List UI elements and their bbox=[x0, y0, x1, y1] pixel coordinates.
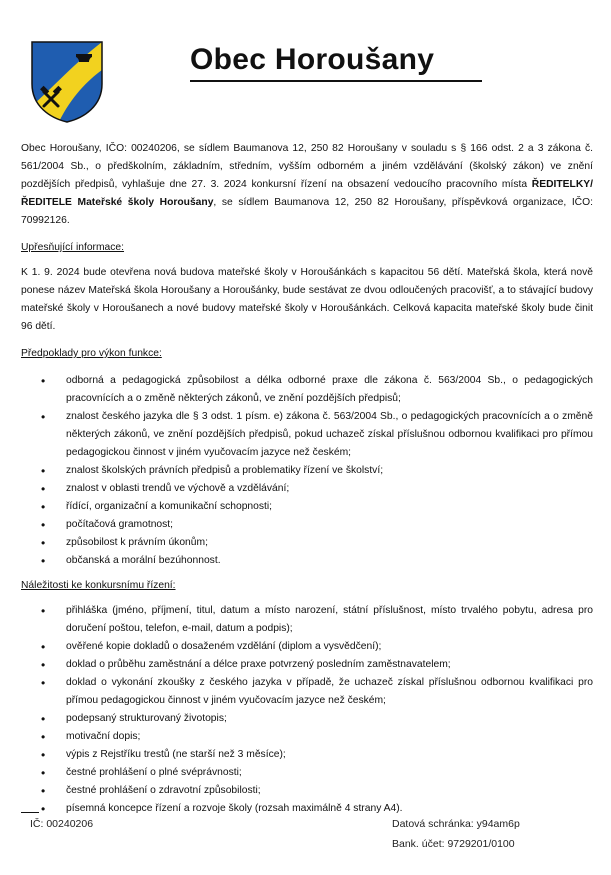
list-item: • písemná koncepce řízení a rozvoje školy (rozsah maximálně 4 strany A4). bbox=[21, 800, 593, 818]
footer-bank-account: Bank. účet: 9729201/0100 bbox=[392, 838, 515, 850]
title-underline bbox=[190, 80, 482, 82]
list-item: • čestné prohlášení o plné svéprávnosti; bbox=[21, 764, 593, 782]
list-item: • řídící, organizační a komunikační schopnosti; bbox=[21, 498, 593, 516]
list-item: • počítačová gramotnost; bbox=[21, 516, 593, 534]
docs-heading: Náležitosti ke konkursnímu řízení: bbox=[21, 580, 176, 591]
list-item: • čestné prohlášení o zdravotní způsobilosti; bbox=[21, 782, 593, 800]
list-item: • doklad o vykonání zkoušky z českého jazyka v případě, že uchazeč získal příslušnou odbornou kvalifikaci pro přímou pedagogickou činnost v jiném vyučovacím jazyce než českém; bbox=[21, 674, 593, 710]
footer-ico: IČ: 00240206 bbox=[30, 818, 94, 830]
intro-paragraph bbox=[21, 140, 593, 230]
coat-of-arms-logo bbox=[30, 40, 104, 124]
info-paragraph: K 1. 9. 2024 bude otevřena nová budova mateřské školy v Horoušánkách s kapacitou 56 dětí. Mateřská škola, která nově ponese název Mateřská škola Horoušany a Horoušánky, bude sestávat ze dvou odloučených pracovišť, a to stávající budovy mateřské školy v Horoušanech a nové budovy mateřské školy v Horoušánkách. Celková kapacita mateřské školy bude činit 96 dětí. bbox=[21, 267, 593, 332]
list-item: • výpis z Rejstříku trestů (ne starší než 3 měsíce); bbox=[21, 746, 593, 764]
footer-databox: Datová schránka: y94am6p bbox=[392, 818, 520, 830]
intro-position-name: ŘEDITELKY/ŘEDITELE Mateřské školy Horoušany bbox=[21, 179, 593, 208]
list-item: • odborná a pedagogická způsobilost a délka odborné praxe dle zákona č. 563/2004 Sb., o pedagogických pracovnících a o změně některých zákonů, ve znění pozdějších předpisů; bbox=[21, 372, 593, 408]
list-item: • ověřené kopie dokladů o dosaženém vzdělání (diplom a vysvědčení); bbox=[21, 638, 593, 656]
footer-rule bbox=[21, 812, 39, 813]
list-item: • přihláška (jméno, příjmení, titul, datum a místo narození, státní příslušnost, místo trvalého pobytu, adresa pro doručení poštou, telefon, e-mail, datum a podpis); bbox=[21, 602, 593, 638]
list-item: • podepsaný strukturovaný životopis; bbox=[21, 710, 593, 728]
list-item: • doklad o průběhu zaměstnání a délce praxe potvrzený posledním zaměstnavatelem; bbox=[21, 656, 593, 674]
list-item: • způsobilost k právním úkonům; bbox=[21, 534, 593, 552]
intro-text-after: , se sídlem Baumanova 12, 250 82 Horoušany, příspěvková organizace, IČO: 70992126. bbox=[21, 197, 593, 226]
info-heading: Upřesňující informace: bbox=[21, 242, 125, 253]
intro-text-before: Obec Horoušany, IČO: 00240206, se sídlem Baumanova 12, 250 82 Horoušany v souladu s § 166 odst. 2 a 3 zákona č. 561/2004 Sb., o předškolním, základním, středním, vyšším odborném a jiném vzdělávání (školský zákon) ve znění pozdějších předpisů, vyhlašuje dne 27. 3. 2024 konkursní řízení na obsazení vedoucího pracovního místa bbox=[21, 143, 593, 190]
list-item: • znalost v oblasti trendů ve výchově a vzdělávání; bbox=[21, 480, 593, 498]
prereq-heading: Předpoklady pro výkon funkce: bbox=[21, 348, 162, 359]
list-item: • znalost českého jazyka dle § 3 odst. 1 písm. e) zákona č. 563/2004 Sb., o pedagogických pracovnících a o změně některých zákonů, ve znění pozdějších předpisů, pokud uchazeč získal příslušnou odbornou kvalifikaci pro přímou pedagogickou činnost v jiném vyučovacím jazyce než českém; bbox=[21, 408, 593, 462]
list-item: • motivační dopis; bbox=[21, 728, 593, 746]
list-item: • občanská a morální bezúhonnost. bbox=[21, 552, 593, 570]
list-item: • znalost školských právních předpisů a problematiky řízení ve školství; bbox=[21, 462, 593, 480]
prereq-list bbox=[21, 372, 593, 570]
page-title: Obec Horoušany bbox=[190, 43, 435, 76]
docs-list bbox=[21, 602, 593, 818]
